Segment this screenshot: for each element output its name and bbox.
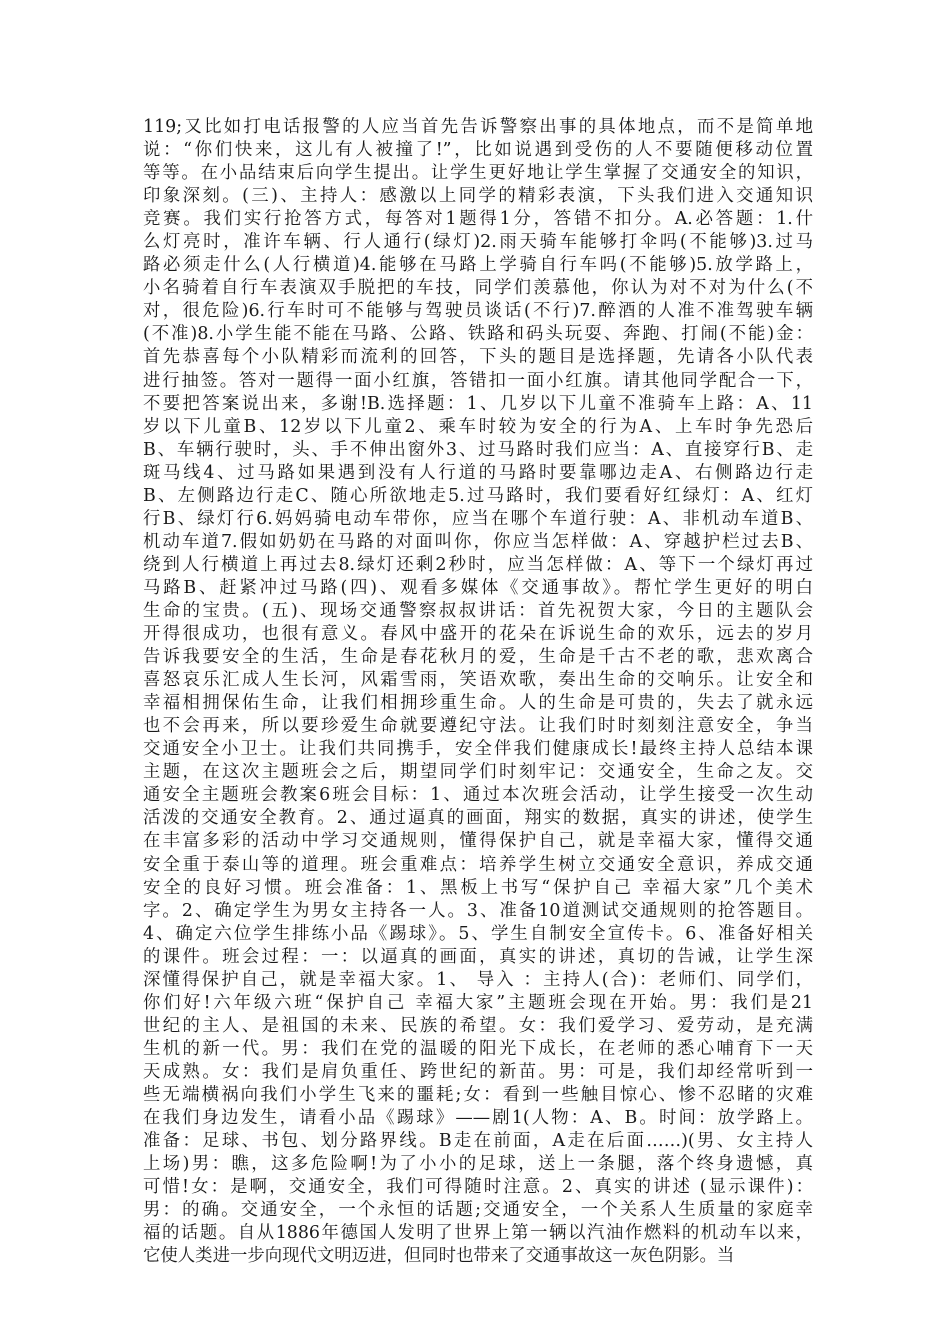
text-line: 马路B、赶紧冲过马路(四)、观看多媒体《交通事故》。帮忙学生更好的明白 xyxy=(143,577,813,598)
text-line: 的课件。班会过程：一：以逼真的画面，真实的讲述，真切的告诫，让学生深 xyxy=(143,946,813,967)
text-line: 上场)男：瞧，这多危险啊!为了小小的足球，送上一条腿，落个终身遗憾，真 xyxy=(143,1154,813,1175)
text-line: 也不会再来，所以要珍爱生命就要遵纪守法。让我们时时刻刻注意安全，争当 xyxy=(143,716,813,737)
text-line: 男：的确。交通安全，一个永恒的话题;交通安全，一个关系人生质量的家庭幸 xyxy=(143,1200,813,1221)
text-line: 幸福相拥保佑生命，让我们相拥珍重生命。人的生命是可贵的，失去了就永远 xyxy=(143,693,813,714)
text-line: 喜怒哀乐汇成人生长河，风霜雪雨，笑语欢歌，奏出生命的交响乐。让安全和 xyxy=(143,670,813,691)
text-line: 些无端横祸向我们小学生飞来的噩耗;女：看到一些触目惊心、惨不忍睹的灾难 xyxy=(143,1084,813,1105)
text-line: 主题，在这次主题班会之后，期望同学们时刻牢记：交通安全，生命之友。交 xyxy=(143,762,813,783)
text-line: 可惜!女：是啊，交通安全，我们可得随时注意。2、真实的讲述 (显示课件)： xyxy=(143,1177,813,1198)
body-text xyxy=(143,116,813,1268)
text-line: 天成熟。女：我们是肩负重任、跨世纪的新苗。男：可是，我们却经常听到一 xyxy=(143,1061,813,1082)
text-line: 机动车道7.假如奶奶在马路的对面叫你，你应当怎样做：A、穿越护栏过去B、 xyxy=(143,531,813,552)
text-line: 等等。在小品结束后向学生提出。让学生更好地让学生掌握了交通安全的知识， xyxy=(143,163,813,184)
text-line: 字。2、确定学生为男女主持各一人。3、准备10道测试交通规则的抢答题目。 xyxy=(143,900,813,921)
text-line: B、左侧路边行走C、随心所欲地走5.过马路时，我们要看好红绿灯：A、红灯 xyxy=(143,485,813,506)
text-line: 告诉我要安全的生活，生命是春花秋月的爱，生命是千古不老的歌，悲欢离合 xyxy=(143,647,813,668)
text-line: 安全的良好习惯。班会准备：1、黑板上书写“保护自己 幸福大家”几个美术 xyxy=(143,877,813,898)
text-line: 安全重于泰山等的道理。班会重难点：培养学生树立交通安全意识，养成交通 xyxy=(143,854,813,875)
text-line: 119;又比如打电话报警的人应当首先告诉警察出事的具体地点，而不是简单地 xyxy=(143,117,813,137)
text-line: 交通安全小卫士。让我们共同携手，安全伴我们健康成长!最终主持人总结本课 xyxy=(143,739,813,760)
text-line: 不要把答案说出来，多谢!B.选择题：1、几岁以下儿童不准骑车上路：A、11 xyxy=(143,393,813,414)
text-line: 4、确定六位学生排练小品《踢球》。5、学生自制安全宣传卡。6、准备好相关 xyxy=(143,923,813,944)
text-line: 开得很成功，也很有意义。春风中盛开的花朵在诉说生命的欢乐，远去的岁月 xyxy=(143,624,813,645)
text-line: 进行抽签。答对一题得一面小红旗，答错扣一面小红旗。请其他同学配合一下， xyxy=(143,370,813,391)
text-line: 路必须走什么(人行横道)4.能够在马路上学骑自行车吗(不能够)5.放学路上， xyxy=(143,255,813,276)
text-line: 它使人类进一步向现代文明迈进，但同时也带来了交通事故这一灰色阴影。当 xyxy=(143,1246,735,1267)
text-line: 绕到人行横道上再过去8.绿灯还剩2秒时，应当怎样做：A、等下一个绿灯再过 xyxy=(143,554,813,575)
text-line: 竞赛。我们实行抢答方式，每答对1题得1分，答错不扣分。A.必答题：1.什 xyxy=(143,209,813,230)
text-line: 小名骑着自行车表演双手脱把的车技，同学们羡慕他，你认为对不对为什么(不 xyxy=(143,278,813,299)
text-line: 在丰富多彩的活动中学习交通规则，懂得保护自己，就是幸福大家，懂得交通 xyxy=(143,831,813,852)
text-line: 深懂得保护自己，就是幸福大家。1、 导入 ：主持人(合)：老师们、同学们， xyxy=(143,969,813,990)
text-line: 印象深刻。(三)、主持人：感激以上同学的精彩表演，下头我们进入交通知识 xyxy=(143,186,813,207)
text-line: 么灯亮时，准许车辆、行人通行(绿灯)2.雨天骑车能够打伞吗(不能够)3.过马 xyxy=(143,232,813,253)
text-line: 斑马线4、过马路如果遇到没有人行道的马路时要靠哪边走A、右侧路边行走 xyxy=(143,462,813,483)
text-line: 世纪的主人、是祖国的未来、民族的希望。女：我们爱学习、爱劳动，是充满 xyxy=(143,1015,813,1036)
text-line: 生机的新一代。男：我们在党的温暖的阳光下成长，在老师的悉心哺育下一天 xyxy=(143,1038,813,1059)
text-line: 生命的宝贵。(五)、现场交通警察叔叔讲话：首先祝贺大家，今日的主题队会 xyxy=(143,600,813,621)
text-line: 首先恭喜每个小队精彩而流利的回答，下头的题目是选择题，先请各小队代表 xyxy=(143,347,813,368)
text-line: 准备：足球、书包、划分路界线。B走在前面，A走在后面……)(男、女主持人 xyxy=(143,1131,813,1152)
text-line: 你们好!六年级六班“保护自己 幸福大家”主题班会现在开始。男：我们是21 xyxy=(143,992,813,1013)
text-line: 活泼的交通安全教育。2、通过逼真的画面，翔实的数据，真实的讲述，使学生 xyxy=(143,808,813,829)
text-line: (不准)8.小学生能不能在马路、公路、铁路和码头玩耍、奔跑、打闹(不能)金： xyxy=(143,324,813,345)
text-line: 在我们身边发生，请看小品《踢球》——剧1(人物：A、B。时间：放学路上。 xyxy=(143,1108,813,1129)
text-line: 说：“你们快来，这儿有人被撞了!”，比如说遇到受伤的人不要随便移动位置 xyxy=(143,140,813,161)
text-line: 通安全主题班会教案6班会目标：1、通过本次班会活动，让学生接受一次生动 xyxy=(143,785,813,806)
text-line: B、车辆行驶时，头、手不伸出窗外3、过马路时我们应当：A、直接穿行B、走 xyxy=(143,439,813,460)
text-line: 福的话题。自从1886年德国人发明了世界上第一辆以汽油作燃料的机动车以来， xyxy=(143,1223,813,1244)
text-line: 对，很危险)6.行车时可不能够与驾驶员谈话(不行)7.醉酒的人准不准驾驶车辆 xyxy=(143,301,813,322)
text-line: 岁以下儿童B、12岁以下儿童2、乘车时较为安全的行为A、上车时争先恐后 xyxy=(143,416,813,437)
text-line: 行B、绿灯行6.妈妈骑电动车带你，应当在哪个车道行驶：A、非机动车道B、 xyxy=(143,508,813,529)
